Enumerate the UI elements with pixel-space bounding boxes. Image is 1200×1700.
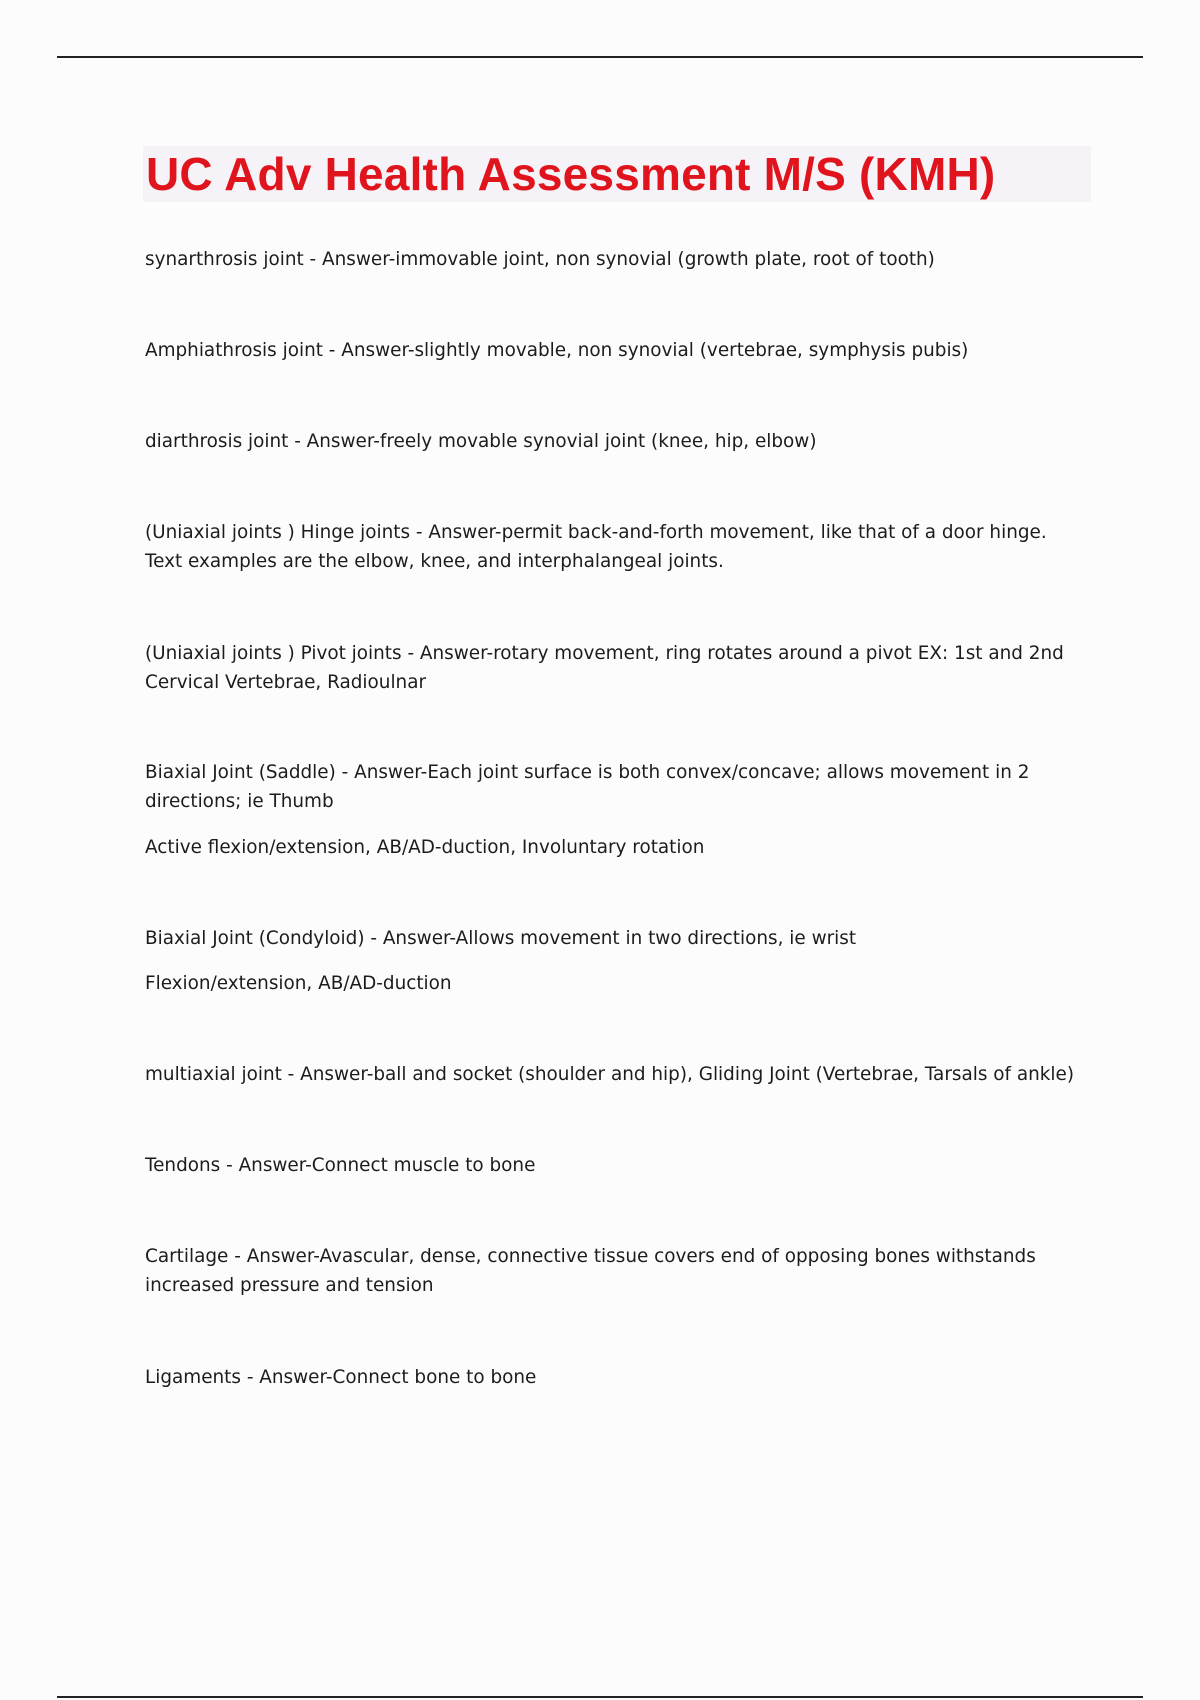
answer-separator: - Answer- (303, 249, 396, 270)
answer-separator: - Answer- (410, 522, 502, 543)
entry-term: Ligaments (145, 1367, 241, 1388)
answer-separator: - Answer- (401, 643, 494, 664)
qa-entry-tendons (145, 1151, 1080, 1180)
entry-answer: Connect muscle to bone (311, 1155, 536, 1176)
qa-entry-synarthrosis (145, 245, 1080, 274)
entry-answer: Avascular, dense, connective tissue covers end of opposing bones withstands increased pressure and tension (145, 1246, 1036, 1296)
entry-answer: Connect bone to bone (332, 1367, 537, 1388)
entry-answer: Each joint surface is both convex/concave; allows movement in 2 directions; ie Thumb (145, 762, 1030, 812)
entry-term: (Uniaxial joints ) Hinge joints (145, 522, 411, 543)
answer-separator: - Answer- (281, 1064, 374, 1085)
entry-term: diarthrosis joint (145, 431, 289, 452)
entry-term: Amphiathrosis joint (145, 340, 323, 361)
entry-answer: permit back-and-forth movement, like that of a door hinge. Text examples are the elbow, knee, and interphalangeal joints. (145, 522, 1047, 572)
entry-term: Cartilage (145, 1246, 229, 1267)
qa-entry-amphiathrosis (145, 336, 1080, 365)
qa-entry-diarthrosis (145, 427, 1080, 456)
qa-entry-ligaments (145, 1363, 1080, 1392)
condyloid-joint-note: Flexion/extension, AB/AD-duction (145, 973, 452, 994)
entry-term: multiaxial joint (145, 1064, 282, 1085)
qa-entry-saddle-joint (145, 758, 1080, 816)
bottom-rule (57, 1696, 1143, 1698)
entry-answer: immovable joint, non synovial (growth plate, root of tooth) (395, 249, 935, 270)
answer-separator: - Answer- (220, 1155, 312, 1176)
entry-answer: ball and socket (shoulder and hip), Gliding Joint (Vertebrae, Tarsals of ankle) (373, 1064, 1075, 1085)
qa-entry-cartilage (145, 1242, 1080, 1300)
answer-separator: - Answer- (335, 762, 428, 783)
entry-answer: freely movable synovial joint (knee, hip, elbow) (379, 431, 817, 452)
document-title: UC Adv Health Assessment M/S (KMH) (146, 148, 996, 200)
answer-separator: - Answer- (322, 340, 415, 361)
saddle-joint-note: Active flexion/extension, AB/AD-duction, Involuntary rotation (145, 837, 705, 858)
entry-term: Biaxial Joint (Condyloid) (145, 928, 365, 949)
entry-answer: slightly movable, non synovial (vertebrae, symphysis pubis) (414, 340, 969, 361)
qa-entry-pivot-joints (145, 639, 1080, 697)
answer-separator: - Answer- (364, 928, 456, 949)
answer-separator: - Answer- (228, 1246, 320, 1267)
entry-term: Biaxial Joint (Saddle) (145, 762, 336, 783)
answer-separator: - Answer- (288, 431, 380, 452)
entry-term: (Uniaxial joints ) Pivot joints (145, 643, 402, 664)
entry-term: Tendons (145, 1155, 221, 1176)
entry-answer: Allows movement in two directions, ie wrist (455, 928, 857, 949)
qa-entry-condyloid-joint (145, 924, 1080, 953)
entry-answer: rotary movement, ring rotates around a pivot EX: 1st and 2nd Cervical Vertebrae, Radioulnar (145, 643, 1064, 693)
top-rule (57, 56, 1143, 58)
entry-term: synarthrosis joint (145, 249, 304, 270)
answer-separator: - Answer- (240, 1367, 333, 1388)
qa-entry-hinge-joints (145, 518, 1080, 576)
qa-entry-multiaxial-joint (145, 1060, 1080, 1089)
